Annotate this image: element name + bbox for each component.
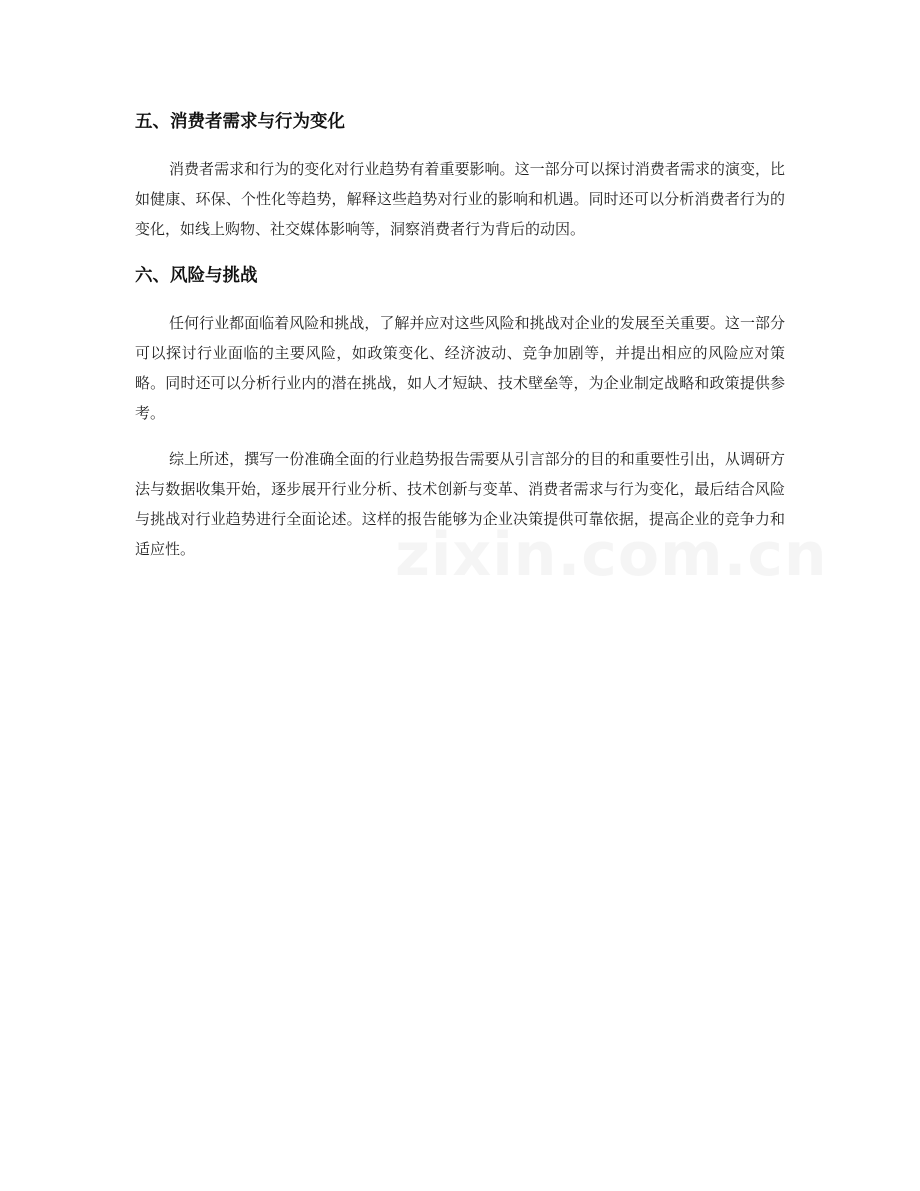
watermark: zixin.com.cn — [395, 520, 828, 590]
conclusion-paragraph: 综上所述，撰写一份准确全面的行业趋势报告需要从引言部分的目的和重要性引出，从调研方法与数据收集开始，逐步展开行业分析、技术创新与变革、消费者需求与行为变化，最后结合风险与挑战对行业趋势进行全面论述。这样的报告能够为企业决策提供可靠依据，提高企业的竞争力和适应性。 — [135, 450, 785, 558]
section-heading-consumer: 五、消费者需求与行为变化 — [135, 112, 345, 132]
section-heading-risk: 六、风险与挑战 — [135, 266, 258, 286]
section-paragraph-risk: 任何行业都面临着风险和挑战，了解并应对这些风险和挑战对企业的发展至关重要。这一部分可以探讨行业面临的主要风险，如政策变化、经济波动、竞争加剧等，并提出相应的风险应对策略。同时还可以分析行业内的潜在挑战，如人才短缺、技术壁垒等，为企业制定战略和政策提供参考。 — [135, 314, 785, 422]
section-paragraph-consumer: 消费者需求和行为的变化对行业趋势有着重要影响。这一部分可以探讨消费者需求的演变，比如健康、环保、个性化等趋势，解释这些趋势对行业的影响和机遇。同时还可以分析消费者行为的变化，如线上购物、社交媒体影响等，洞察消费者行为背后的动因。 — [135, 160, 785, 238]
document-body — [135, 106, 785, 580]
